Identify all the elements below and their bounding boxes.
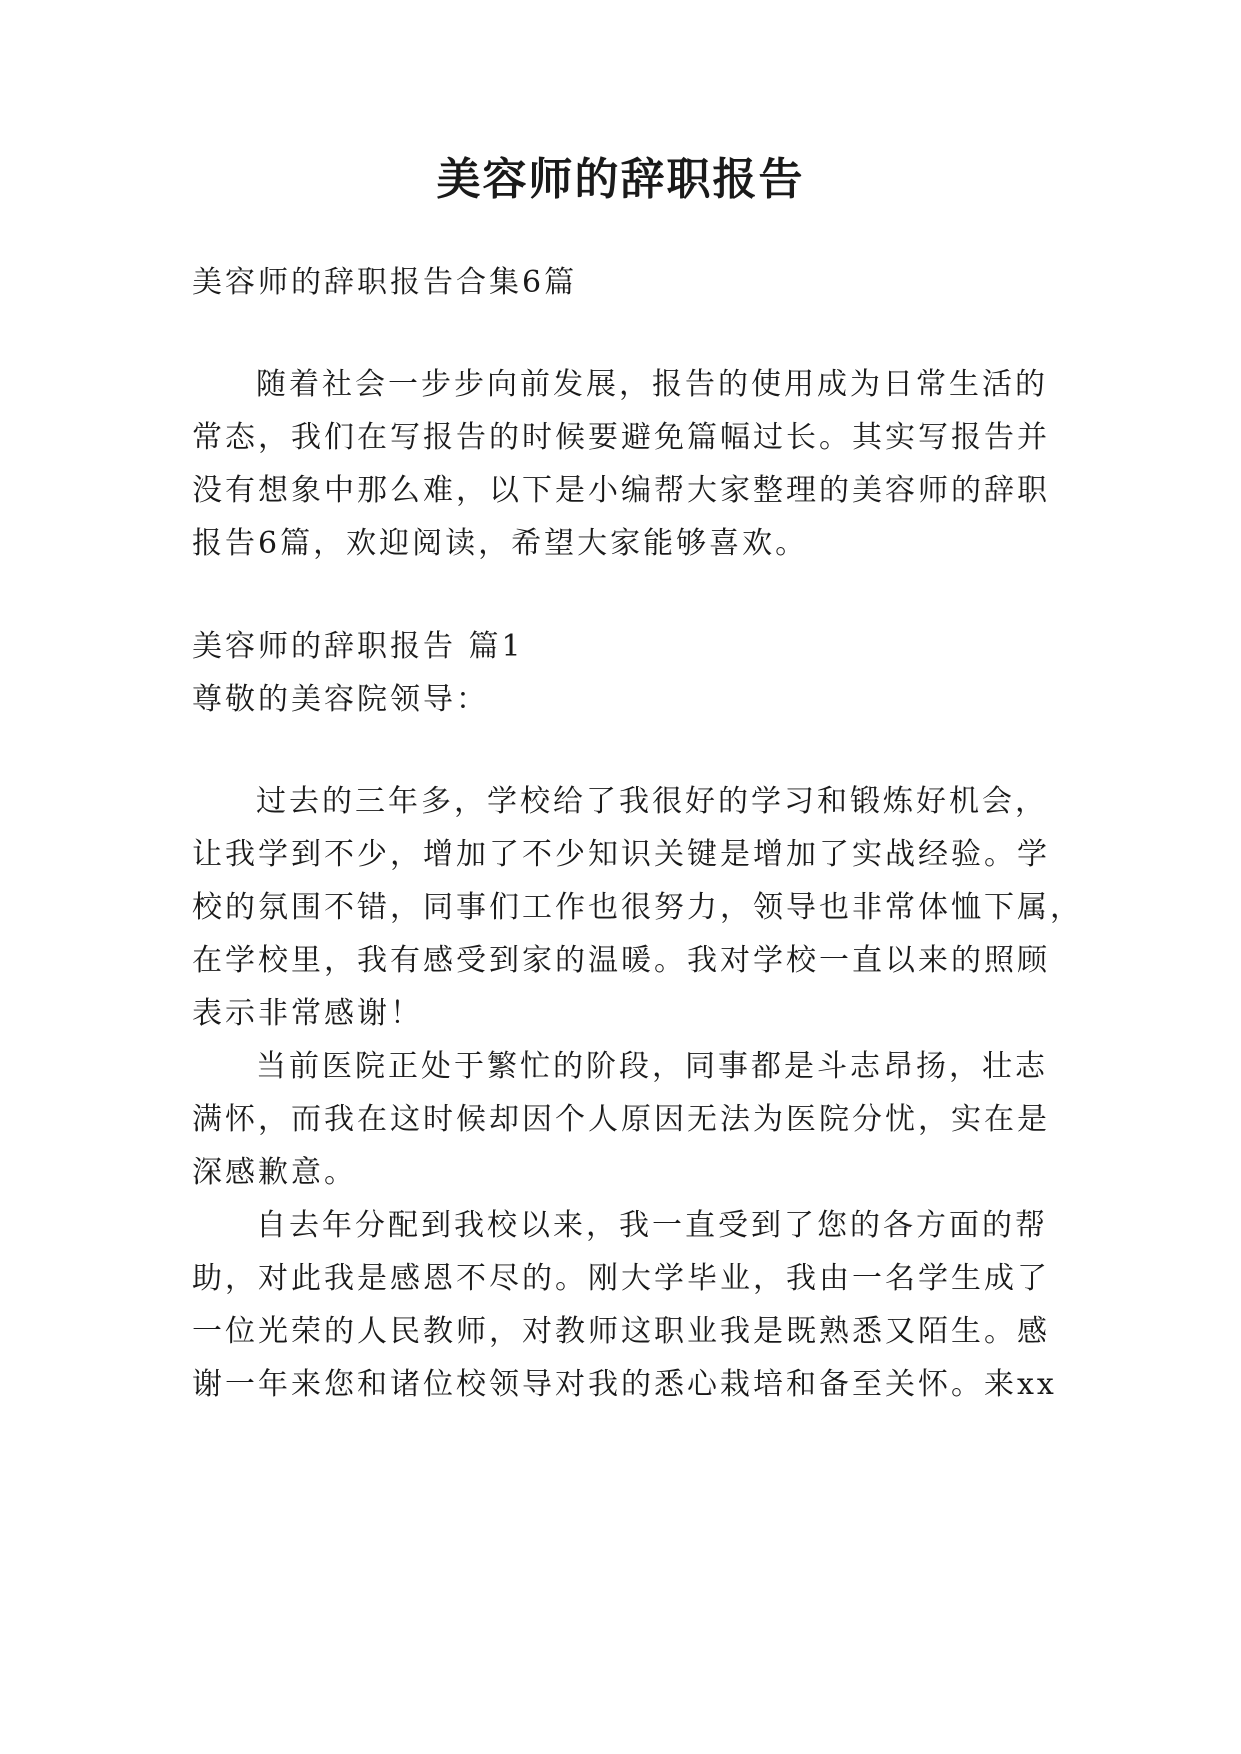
paragraph-line: 校的氛围不错，同事们工作也很努力，领导也非常体恤下属，: [192, 890, 1083, 925]
document-title: 美容师的辞职报告: [436, 154, 805, 205]
paragraph-line: 表示非常感谢！: [192, 996, 423, 1031]
paragraph-line: 谢一年来您和诸位校领导对我的悉心栽培和备至关怀。来xx: [192, 1367, 1057, 1402]
paragraph-line: 在学校里，我有感受到家的温暖。我对学校一直以来的照顾: [192, 943, 1050, 978]
intro-line: 报告6篇，欢迎阅读，希望大家能够喜欢。: [192, 526, 809, 561]
intro-line: 常态，我们在写报告的时候要避免篇幅过长。其实写报告并: [192, 420, 1050, 455]
paragraph-line: 助，对此我是感恩不尽的。刚大学毕业，我由一名学生成了: [192, 1261, 1050, 1296]
paragraph-line: 自去年分配到我校以来，我一直受到了您的各方面的帮: [256, 1208, 1048, 1243]
paragraph-line: 满怀，而我在这时候却因个人原因无法为医院分忧，实在是: [192, 1102, 1050, 1137]
intro-line: 随着社会一步步向前发展，报告的使用成为日常生活的: [256, 367, 1048, 402]
paragraph-line: 过去的三年多，学校给了我很好的学习和锻炼好机会，: [256, 784, 1048, 819]
paragraph-line: 让我学到不少，增加了不少知识关键是增加了实战经验。学: [192, 837, 1050, 872]
paragraph-line: 一位光荣的人民教师，对教师这职业我是既熟悉又陌生。感: [192, 1314, 1050, 1349]
salutation: 尊敬的美容院领导：: [192, 682, 489, 717]
section-heading: 美容师的辞职报告 篇1: [192, 629, 524, 664]
paragraph-line: 当前医院正处于繁忙的阶段，同事都是斗志昂扬，壮志: [256, 1049, 1048, 1084]
paragraph-line: 深感歉意。: [192, 1155, 357, 1190]
document-subtitle: 美容师的辞职报告合集6篇: [192, 265, 578, 300]
intro-line: 没有想象中那么难，以下是小编帮大家整理的美容师的辞职: [192, 473, 1050, 508]
